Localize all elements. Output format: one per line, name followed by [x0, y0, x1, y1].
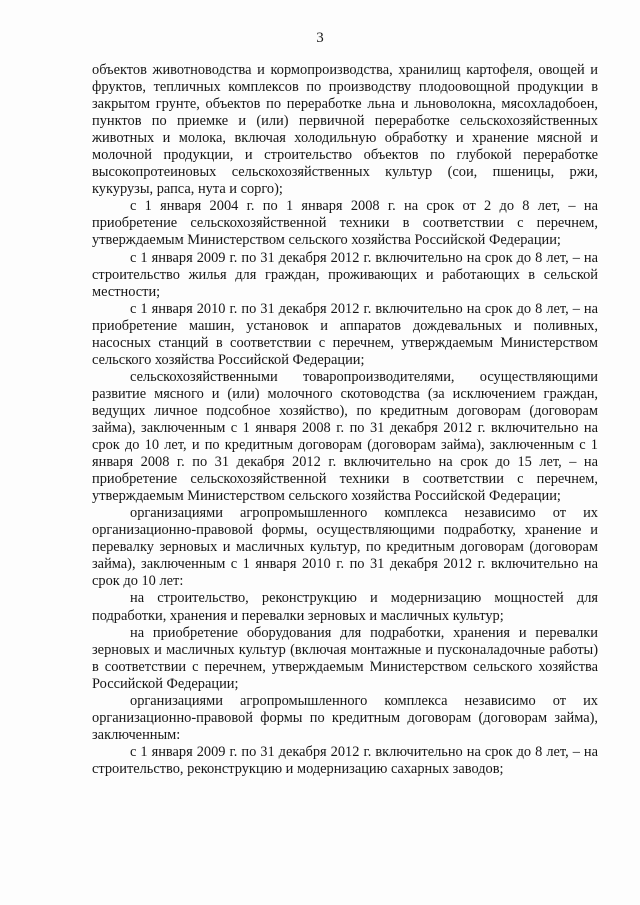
paragraph: на строительство, реконструкцию и модернизацию мощностей для подработки, хранения и перевалки зерновых и масличных культур;	[92, 590, 598, 624]
document-body	[92, 62, 598, 778]
paragraph: с 1 января 2004 г. по 1 января 2008 г. на срок от 2 до 8 лет, – на приобретение сельскохозяйственной техники в соответствии с перечнем, утверждаемым Министерством сельского хозяйства Российской Федерации;	[92, 198, 598, 249]
paragraph: с 1 января 2009 г. по 31 декабря 2012 г. включительно на срок до 8 лет, – на строительство жилья для граждан, проживающих и работающих в сельской местности;	[92, 249, 598, 300]
paragraph: организациями агропромышленного комплекса независимо от их организационно-правовой формы по кредитным договорам (договорам займа), заключенным:	[92, 692, 598, 743]
page-number: 3	[316, 30, 324, 46]
paragraph: на приобретение оборудования для подработки, хранения и перевалки зерновых и масличных культур (включая монтажные и пусконаладочные работы) в соответствии с перечнем, утверждаемым Министерством сельского хозяйства Российской Федерации;	[92, 624, 598, 692]
paragraph-continuation: объектов животноводства и кормопроизводства, хранилищ картофеля, овощей и фруктов, тепличных комплексов по производству плодоовощной продукции в закрытом грунте, объектов по переработке льна и льноволокна, мясохладобоен, пунктов по приемке и (или) первичной переработке сельскохозяйственных животных и молока, включая холодильную обработку и хранение мясной и молочной продукции, и строительство объектов по глубокой переработке высокопротеиновых сельскохозяйственных культур (сои, пшеницы, ржи, кукурузы, рапса, нута и сорго);	[92, 62, 598, 198]
paragraph: сельскохозяйственными товаропроизводителями, осуществляющими развитие мясного и (или) молочного скотоводства (за исключением граждан, ведущих личное подсобное хозяйство), по кредитным договорам (договорам займа), заключенным с 1 января 2008 г. по 31 декабря 2012 г. включительно на срок до 10 лет, и по кредитным договорам (договорам займа), заключенным с 1 января 2008 г. по 31 декабря 2012 г. включительно на срок до 15 лет, – на приобретение сельскохозяйственной техники в соответствии с перечнем, утверждаемым Министерством сельского хозяйства Российской Федерации;	[92, 368, 598, 505]
paragraph: организациями агропромышленного комплекса независимо от их организационно-правовой формы, осуществляющими подработку, хранение и перевалку зерновых и масличных культур, по кредитным договорам (договорам займа), заключенным с 1 января 2010 г. по 31 декабря 2012 г. включительно на срок до 10 лет:	[92, 505, 598, 590]
paragraph: с 1 января 2009 г. по 31 декабря 2012 г. включительно на срок до 8 лет, – на строительство, реконструкцию и модернизацию сахарных заводов;	[92, 743, 598, 777]
paragraph: с 1 января 2010 г. по 31 декабря 2012 г. включительно на срок до 8 лет, – на приобретение машин, установок и аппаратов дождевальных и поливных, насосных станций в соответствии с перечнем, утверждаемым Министерством сельского хозяйства Российской Федерации;	[92, 300, 598, 368]
